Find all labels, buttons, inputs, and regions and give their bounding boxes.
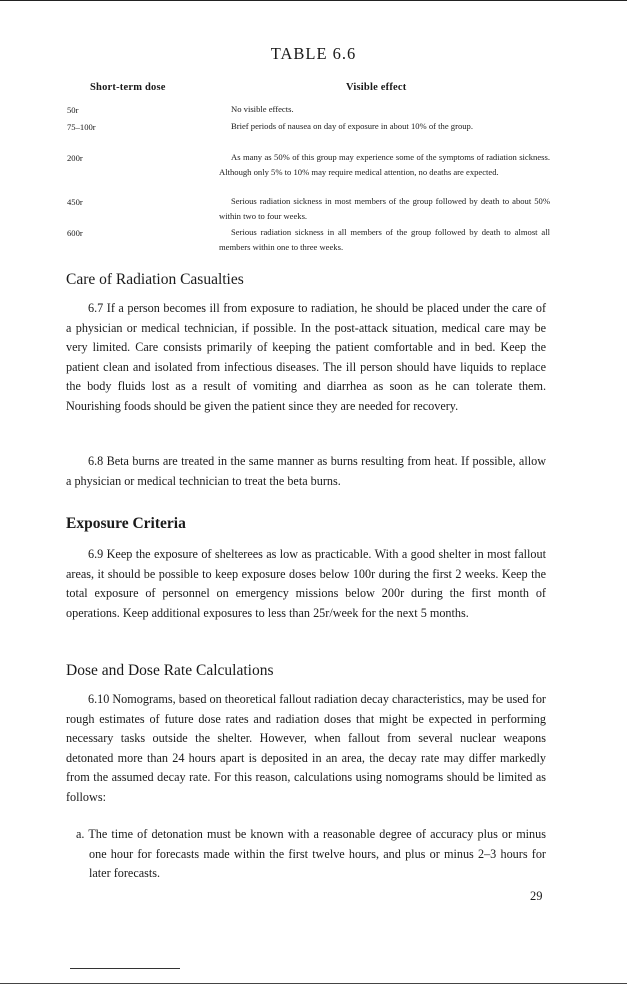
paragraph-6-9: 6.9 Keep the exposure of shelterees as low as practicable. With a good shelter in most fallout areas, it should be possible to keep exposure doses below 100r during the first 2 weeks. Keep the total exposure of personnel on emergency missions below 200r during the first month of operations. Keep additional exposures to less than 25r/week for the next 5 months.	[66, 547, 546, 620]
column-header-dose: Short-term dose	[90, 82, 166, 93]
table-row-dose: 50r	[67, 105, 79, 115]
column-header-effect: Visible effect	[346, 82, 407, 93]
table-row-effect: No visible effects.	[231, 104, 294, 114]
table-row-effect: Serious radiation sickness in all members of the group followed by death to almost all members within one to three weeks.	[219, 227, 550, 253]
paragraph-6-7: 6.7 If a person becomes ill from exposure to radiation, he should be placed under the care of a physician or medical technician, if possible. In the post-attack situation, medical care may be very limited. Care consists primarily of keeping the patient comfortable and in bed. Keep the patient clean and isolated from infectious diseases. The ill person should have liquids to replace the body fluids lost as a result of vomiting and diarrhea as soon as he can tolerate them. Nourishing foods should be given the patient since they are needed for recovery.	[66, 301, 546, 413]
table-title: TABLE 6.6	[270, 44, 357, 63]
bottom-left-rule	[70, 968, 180, 969]
bottom-rule	[0, 983, 627, 984]
section-heading-care: Care of Radiation Casualties	[66, 271, 244, 288]
table-row-effect: Serious radiation sickness in most members of the group followed by death to about 50% within two to four weeks.	[219, 196, 550, 222]
page-number: 29	[530, 889, 543, 903]
table-row-dose: 200r	[67, 153, 83, 163]
table-row-effect: As many as 50% of this group may experience some of the symptoms of radiation sickness. Although only 5% to 10% may require medical attention, no deaths are expected.	[219, 152, 550, 178]
top-rule	[0, 0, 627, 1]
section-heading-exposure: Exposure Criteria	[66, 515, 186, 532]
list-item-a: a. The time of detonation must be known with a reasonable degree of accuracy plus or minus one hour for forecasts made within the first twelve hours, and plus or minus 2–3 hours for later forecasts.	[76, 827, 546, 881]
table-row-dose: 450r	[67, 197, 83, 207]
table-row-dose: 600r	[67, 228, 83, 238]
table-row-dose: 75–100r	[67, 122, 96, 132]
paragraph-6-10: 6.10 Nomograms, based on theoretical fallout radiation decay characteristics, may be used for rough estimates of future dose rates and radiation doses that might be expected in performing necessary tasks outside the shelter. However, when fallout from several nuclear weapons detonated more than 24 hours apart is deposited in an area, the decay rate may differ markedly from the assumed decay rate. For this reason, calculations using nomograms should be limited as follows:	[66, 692, 546, 804]
paragraph-6-8: 6.8 Beta burns are treated in the same manner as burns resulting from heat. If possible, allow a physician or medical technician to treat the beta burns.	[66, 454, 546, 488]
table-row-effect: Brief periods of nausea on day of exposure in about 10% of the group.	[231, 121, 473, 131]
section-heading-dose: Dose and Dose Rate Calculations	[66, 662, 274, 679]
